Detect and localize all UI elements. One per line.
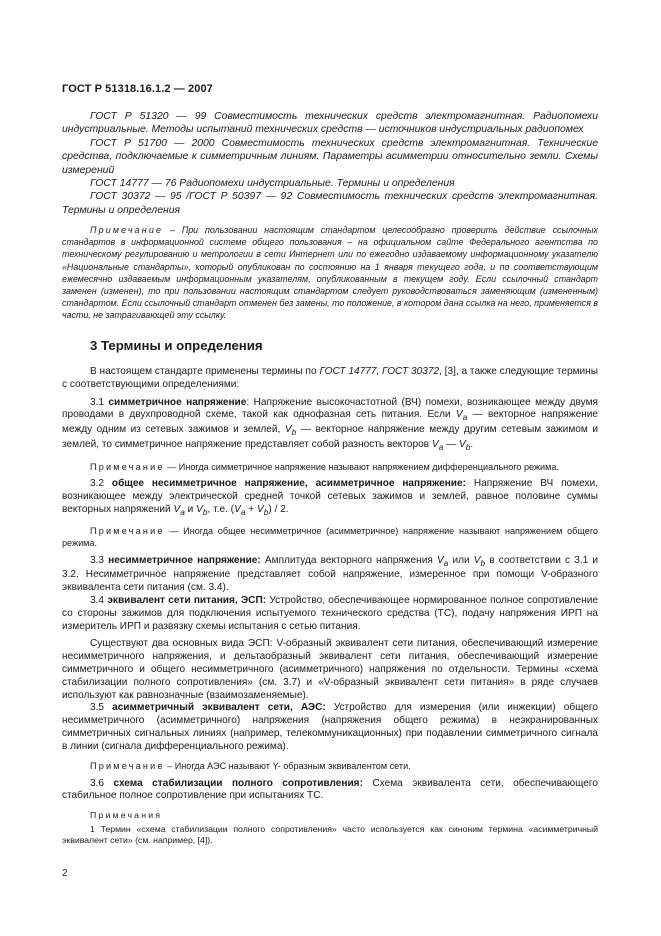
paragraph-types: Существуют два основных вида ЭСП: V-образный эквивалент сети питания, обеспечивающий измерение несимметричного напряжения, и дельтаобразный эквивалент сети питания, обеспечивающий измерение симметричного и общего несимметричного (асимметричного) напряжения по отдельности. Термины «схема стабилизации полного сопротивления» (см. 3.7) и «V-образный эквивалент сети питания» в ряде случаев используют как равнозначные (взаимозаменяемые). — [62, 638, 598, 701]
page-body — [62, 110, 598, 846]
refs-note — [62, 224, 598, 321]
term-3-3: 3.3 несимметричное напряжение: Амплитуда векторного напряжения $V_a$ или $V_b$ в соответствии с 3.1 и 3.2. Несимметричное напряжение представляет собой напряжение, измеренное при помощи V-образного эквивалента сети питания (см. 3.4). — [62, 554, 598, 594]
doc-header: ГОСТ Р 51318.16.1.2 — 2007 — [62, 83, 213, 95]
note-3-1: Примечание — Иногда симметричное напряжение называют напряжением дифференциального режима. — [90, 461, 559, 472]
ref-item: ГОСТ 30372 — 95 /ГОСТ Р 50397 — 92 Совместимость технических средств электромагнитная. Термины и определения — [62, 191, 598, 216]
intro-refs: ГОСТ 14777, ГОСТ 30372 — [319, 366, 440, 377]
page-number: 2 — [62, 868, 68, 879]
note-3-2: Примечание — Иногда общее несимметричное (асимметричное) напряжение называют напряжением общего режима. — [62, 526, 598, 549]
ref-item: ГОСТ 14777 — 76 Радиопомехи индустриальные. Термины и определения — [90, 178, 455, 190]
term-name: симметричное напряжение — [108, 396, 247, 408]
section-intro: В настоящем стандарте применены термины по ГОСТ 14777, ГОСТ 30372, [3], а также следующие термины с соответствующими определениями: — [62, 366, 598, 390]
note-item: 1 Термин «схема стабилизации полного сопротивления» часто используется как синоним термина «асимметричный эквивалент сети» (см. например, [4]). — [62, 823, 598, 845]
ref-item: ГОСТ Р 51700 — 2000 Совместимость технических средств электромагнитная. Технические средства, подключаемые к симметричным линиям. Параметры асимметрии относительно земли. Схемы измерений — [62, 137, 598, 176]
term-name: асимметричный эквивалент сети, АЭС: — [112, 702, 326, 714]
term-3-1: 3.1 симметричное напряжение: Напряжение высокочастотной (ВЧ) помехи, возникающее между двумя проводами в двухпроводной схеме, такой как однофазная сеть питания. Если $V_a$ — векторное напряжение между одним из сетевых зажимов и землей, $V_b$ — векторное напряжение между другим сетевым зажимом и землей, то симметричное напряжение представляет собой разность векторов $V_a$ — $V_b$. — [62, 396, 599, 453]
term-name: эквивалент сети питания, ЭСП: — [107, 594, 267, 606]
term-name: общее несимметричное напряжение, асимметричное напряжение: — [111, 477, 466, 489]
note-3-5: Примечание – Иногда АЭС называют Y- образным эквивалентом сети. — [90, 761, 411, 772]
note-text: – При пользовании настоящим стандартом целесообразно проверить действие ссылочных стандартов в информационной системе общего пользования – на официальном сайте Федерального агентства по техническому регулированию и метрологии в сети Интернет или по ежегодно издаваемому информационному указателю «Национальные стандарты», который опубликован по состоянию на 1 января текущего года, и по соответствующим ежемесячно издаваемым информационным указателям, опубликованным в текущем году. Если ссылочный стандарт заменен (изменен), то при пользовании настоящим стандартом следует руководствоваться заменяющим (измененным) стандартом. Если ссылочный стандарт отменен без замены, то положение, в котором дана ссылка на него, применяется в части, не затрагивающей эту ссылку. — [62, 225, 598, 320]
term-name: схема стабилизации полного сопротивления: — [113, 777, 363, 789]
term-3-2: 3.2 общее несимметричное напряжение, асимметричное напряжение: Напряжение ВЧ помехи, возникающее между электрической средней точкой сетевых зажимов и землей, равное половине суммы векторных напряжений $V_a$ и $V_b$, т.е. $(V_a + V_b) / 2$. — [62, 477, 598, 517]
term-3-6: 3.6 схема стабилизации полного сопротивления: Схема эквивалента сети, обеспечивающего стабильное полное сопротивление при испытаниях ТС. — [62, 777, 598, 802]
section-title: 3 Термины и определения — [90, 338, 263, 353]
notes-label: Примечания — [90, 810, 163, 821]
ref-item: ГОСТ Р 51320 — 99 Совместимость технических средств электромагнитная. Радиопомехи индустриальные. Методы испытаний технических средств — источников индустриальных радиопомех — [62, 111, 598, 136]
term-3-5: 3.5 асимметричный эквивалент сети, АЭС: Устройство для измерения (или инжекции) общего несимметричного (асимметричного) напряжения (напряжения общего режима) в неэкранированных симметричных сигнальных линиях (например, телекоммуникационных) при подавлении симметричного сигнала в линии (сигнала дифференциального режима). — [62, 702, 598, 752]
term-3-4: 3.4 эквивалент сети питания, ЭСП: Устройство, обеспечивающее нормированное полное сопротивление со стороны зажимов для подключения испытуемого технического средства (ТС), подачу напряжения ИРП на измеритель ИРП и развязку схемы испытания с сетью питания. — [62, 594, 598, 632]
note-label: Примечание — [90, 225, 164, 236]
term-name: несимметричное напряжение: — [108, 554, 261, 566]
